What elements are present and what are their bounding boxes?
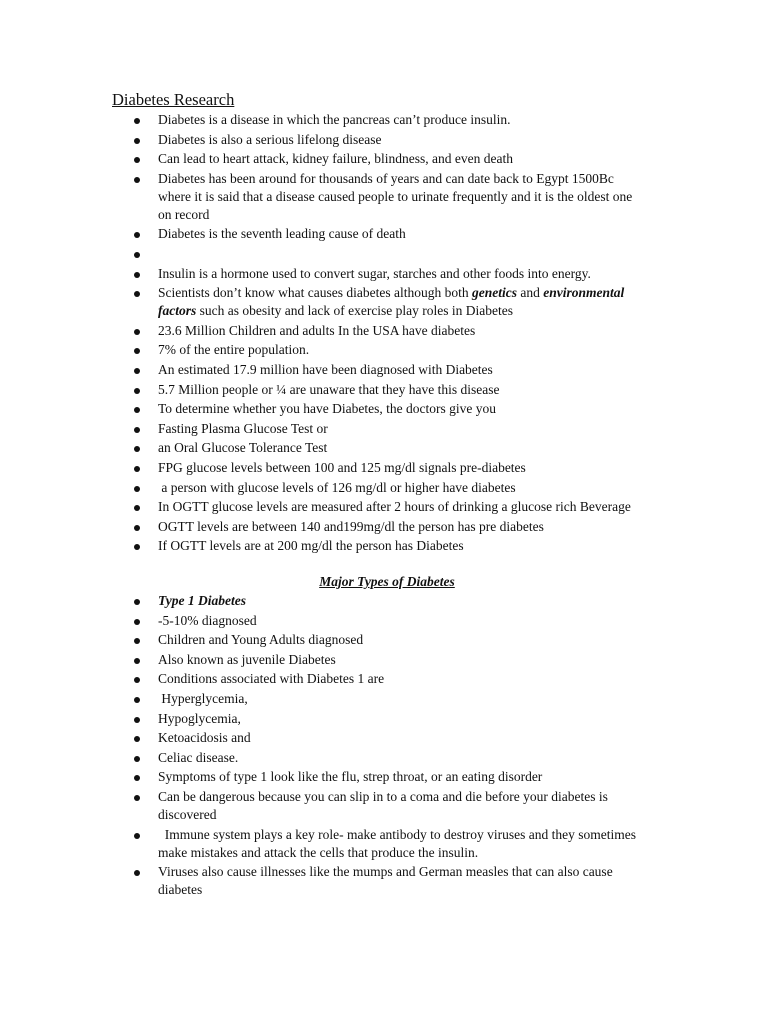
list-item: Diabetes has been around for thousands of years and can date back to Egypt 1500Bc where it is said that a disease caused people to urinate frequently and it is the oldest one on record — [132, 170, 642, 224]
list-item: Ketoacidosis and — [132, 729, 642, 747]
bullet-icon — [134, 486, 140, 492]
list-item: Fasting Plasma Glucose Test or — [132, 420, 642, 438]
list-item: FPG glucose levels between 100 and 125 mg/dl signals pre-diabetes — [132, 459, 642, 477]
bullet-icon — [134, 157, 140, 163]
list-item: 7% of the entire population. — [132, 341, 642, 359]
bullet-icon — [134, 272, 140, 278]
intro-bullet-list — [132, 111, 642, 557]
bullet-icon — [134, 736, 140, 742]
bullet-icon — [134, 368, 140, 374]
bullet-icon — [134, 232, 140, 238]
list-item: Can be dangerous because you can slip in to a coma and die before your diabetes is discovered — [132, 788, 642, 824]
list-item: a person with glucose levels of 126 mg/dl or higher have diabetes — [132, 479, 642, 497]
list-item: Insulin is a hormone used to convert sugar, starches and other foods into energy. — [132, 265, 642, 283]
bullet-icon — [134, 177, 140, 183]
bullet-icon — [134, 505, 140, 511]
bullet-icon — [134, 756, 140, 762]
bullet-icon — [134, 118, 140, 124]
list-item: Children and Young Adults diagnosed — [132, 631, 642, 649]
list-item: Celiac disease. — [132, 749, 642, 767]
list-item: 5.7 Million people or ¼ are unaware that they have this disease — [132, 381, 642, 399]
bullet-icon — [134, 427, 140, 433]
bullet-icon — [134, 388, 140, 394]
list-item: Symptoms of type 1 look like the flu, strep throat, or an eating disorder — [132, 768, 642, 786]
bullet-icon — [134, 677, 140, 683]
bullet-icon — [134, 638, 140, 644]
bullet-icon — [134, 717, 140, 723]
bullet-icon — [134, 833, 140, 839]
list-item: If OGTT levels are at 200 mg/dl the person has Diabetes — [132, 537, 642, 555]
bullet-icon — [134, 291, 140, 297]
bullet-icon — [134, 446, 140, 452]
list-item: In OGTT glucose levels are measured after 2 hours of drinking a glucose rich Beverage — [132, 498, 642, 516]
bullet-icon — [134, 870, 140, 876]
list-item: Conditions associated with Diabetes 1 are — [132, 670, 642, 688]
list-item: To determine whether you have Diabetes, the doctors give you — [132, 400, 642, 418]
list-item: Immune system plays a key role- make antibody to destroy viruses and they sometimes make mistakes and attack the cells that produce the insulin. — [132, 826, 642, 862]
emphasis-environmental-factors: environmental factors — [158, 285, 625, 319]
list-item: -5-10% diagnosed — [132, 612, 642, 630]
list-item: Viruses also cause illnesses like the mumps and German measles that can also cause diabetes — [132, 863, 642, 899]
bullet-icon — [134, 407, 140, 413]
bullet-icon — [134, 544, 140, 550]
bullet-icon — [134, 466, 140, 472]
list-item: Diabetes is the seventh leading cause of death — [132, 225, 642, 243]
list-item: Can lead to heart attack, kidney failure, blindness, and even death — [132, 150, 642, 168]
type1-bullet-list — [132, 592, 642, 901]
document-title: Diabetes Research — [112, 90, 235, 109]
bullet-icon — [134, 697, 140, 703]
bullet-icon — [134, 599, 140, 605]
list-item: an Oral Glucose Tolerance Test — [132, 439, 642, 457]
bullet-icon — [134, 252, 140, 258]
list-item: Hyperglycemia, — [132, 690, 642, 708]
bullet-icon — [134, 348, 140, 354]
bullet-icon — [134, 329, 140, 335]
bullet-icon — [134, 138, 140, 144]
section-heading: Major Types of Diabetes — [319, 574, 455, 589]
list-item: Scientists don’t know what causes diabetes although both genetics and environmental factors such as obesity and lack of exercise play roles in Diabetes — [132, 284, 642, 320]
list-item: Also known as juvenile Diabetes — [132, 651, 642, 669]
bullet-icon — [134, 619, 140, 625]
bullet-icon — [134, 795, 140, 801]
list-item: Type 1 Diabetes — [132, 592, 642, 610]
list-item: 23.6 Million Children and adults In the USA have diabetes — [132, 322, 642, 340]
emphasis-genetics: genetics — [471, 285, 517, 301]
bullet-icon — [134, 775, 140, 781]
list-item: Diabetes is also a serious lifelong disease — [132, 131, 642, 149]
list-item: Diabetes is a disease in which the pancreas can’t produce insulin. — [132, 111, 642, 129]
list-item: OGTT levels are between 140 and199mg/dl the person has pre diabetes — [132, 518, 642, 536]
list-item-empty — [132, 245, 642, 263]
list-item: Hypoglycemia, — [132, 710, 642, 728]
bullet-icon — [134, 525, 140, 531]
bullet-icon — [134, 658, 140, 664]
list-item: An estimated 17.9 million have been diagnosed with Diabetes — [132, 361, 642, 379]
